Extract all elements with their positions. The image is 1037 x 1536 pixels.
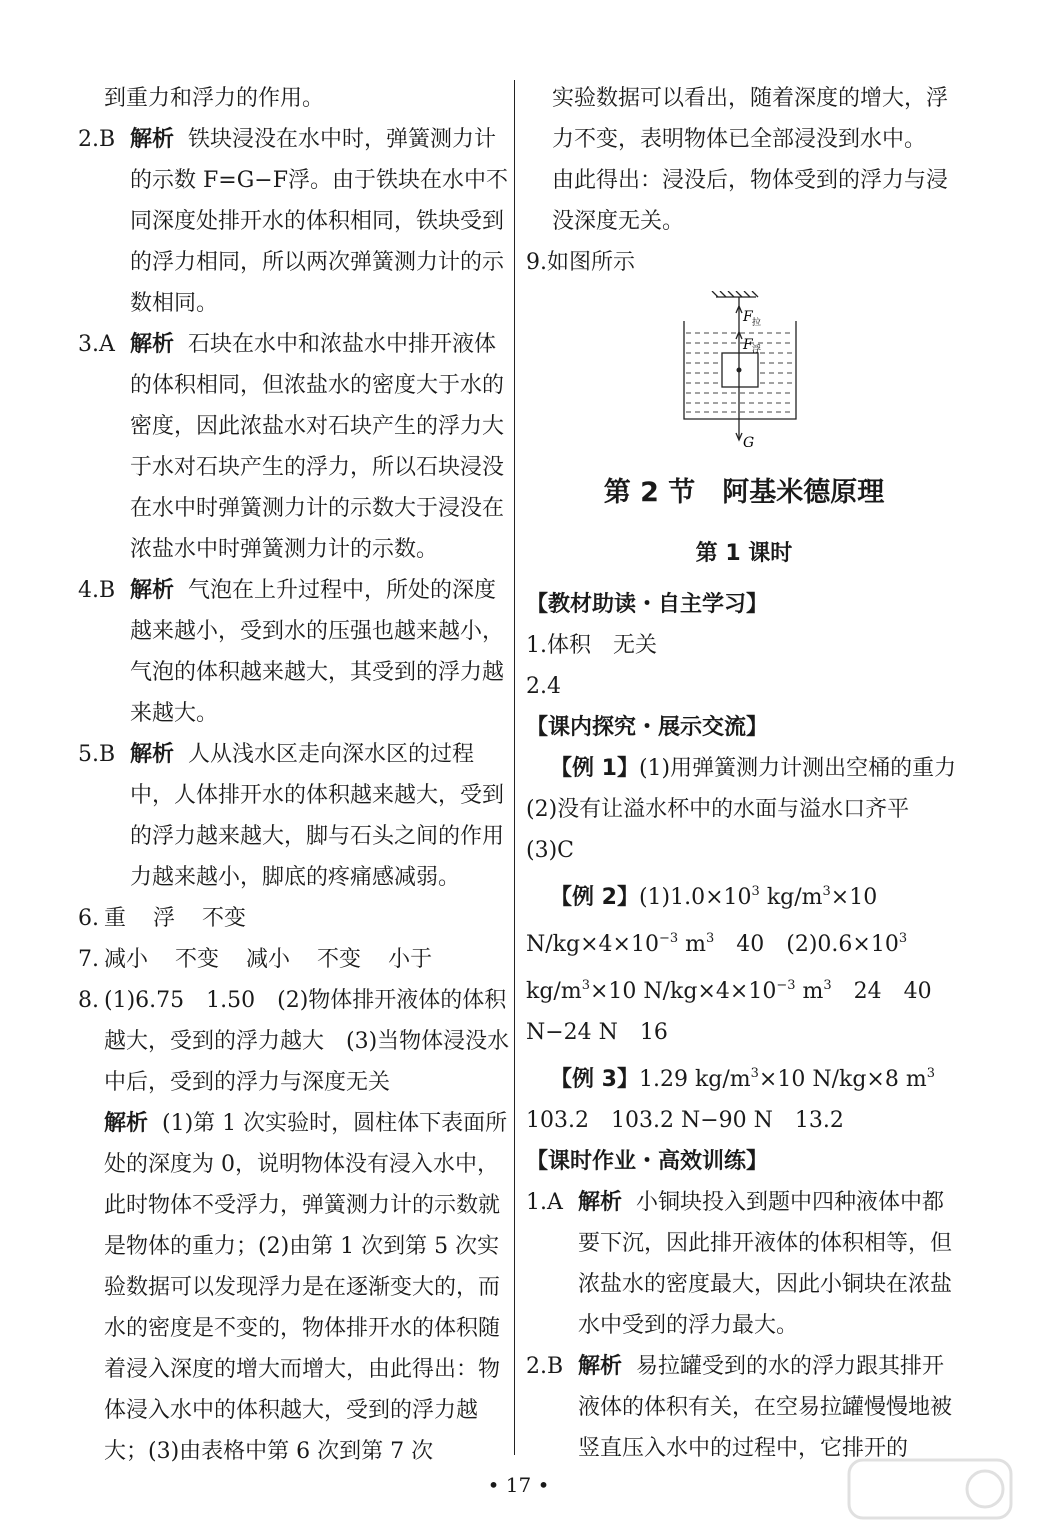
analysis-text: 人从浅水区走向深水区的过程中，人体排开水的体积越来越大，受到的浮力越来越大，脚与石头之间的作用力越来越小，脚底的疼痛感减弱。 — [130, 742, 505, 890]
buoyancy-label: F — [743, 337, 753, 353]
ceiling-hatch — [728, 291, 734, 297]
ceiling-hatch — [744, 291, 750, 297]
center-point — [737, 368, 742, 373]
force-diagram — [526, 283, 962, 451]
section-title: 第 2 节 阿基米德原理 — [603, 477, 885, 508]
example-tag: 【例 1】 — [550, 756, 639, 781]
answer-blank: 不变 — [317, 947, 362, 972]
analysis-tag: 解析 — [130, 332, 175, 357]
continued-text: 到重力和浮力的作用。 — [104, 86, 325, 111]
example-tag: 【例 2】 — [550, 885, 639, 910]
heading-homework: 【课时作业・高效训练】 — [526, 1149, 769, 1174]
item-number: 6. — [78, 906, 99, 931]
answer-line: 2.4 — [526, 674, 561, 699]
item-number: 2.B — [526, 1354, 564, 1379]
answer-item — [526, 1346, 962, 1469]
analysis-tag: 解析 — [130, 127, 175, 152]
analysis-text: (1)第 1 次实验时，圆柱体下表面所处的深度为 0，说明物体没有浸入水中，此时物体不受浮力，弹簧测力计的示数就是物体的重力；(2)由第 1 次到第 5 次实验数据可以发现浮力是在逐渐变大的，而水的密度是不变的，物体排开水的体积随着浸入深度的增大而增大，由此得出：物体浸入水中的体积越大，受到的浮力越大；(3)由表格中第 6 次到第 7 次 — [104, 1111, 508, 1464]
watermark-logo — [845, 1454, 1015, 1524]
heading-self-study: 【教材助读・自主学习】 — [526, 592, 769, 617]
analysis-text: 易拉罐受到的水的浮力跟其排开液体的体积有关，在空易拉罐慢慢地被竖直压入水中的过程中，它排开的 — [578, 1354, 953, 1461]
answer-item — [78, 119, 510, 324]
analysis-text: 气泡在上升过程中，所处的深度越来越小，受到水的压强也越来越小，气泡的体积越来越大，其受到的浮力越来越大。 — [130, 578, 505, 726]
item-number: 8. — [78, 988, 99, 1013]
item-number: 5.B — [78, 742, 116, 767]
analysis-text: 石块在水中和浓盐水中排开液体的体积相同，但浓盐水的密度大于水的密度，因此浓盐水对石块产生的浮力大于水对石块产生的浮力，所以石块浸没在水中时弹簧测力计的示数大于浸没在浓盐水中时弹簧测力计的示数。 — [130, 332, 505, 562]
right-column — [526, 78, 979, 1469]
item-number: 2.B — [78, 127, 116, 152]
gravity-label: G — [743, 435, 755, 451]
item-number: 4.B — [78, 578, 116, 603]
answer-blank: 小于 — [388, 947, 433, 972]
answer-blank: 减小 — [246, 947, 291, 972]
item-number: 1.A — [526, 1190, 563, 1215]
answer-text: (1)6.75 1.50 (2)物体排开液体的体积越大，受到的浮力越大 (3)当物体浸没水中后，受到的浮力与深度无关 — [104, 988, 510, 1095]
answer-blank: 重 — [104, 906, 127, 931]
ceiling-hatch — [720, 291, 726, 297]
lesson-title: 第 1 课时 — [695, 541, 793, 566]
ceiling-hatch — [752, 291, 758, 297]
analysis-tag: 解析 — [578, 1354, 623, 1379]
answer-blank: 浮 — [153, 906, 176, 931]
pull-label: F — [743, 309, 753, 325]
column-divider — [514, 80, 515, 1455]
answer-item — [526, 1182, 962, 1346]
item-number: 7. — [78, 947, 99, 972]
answer-blank: 不变 — [202, 906, 247, 931]
force-diagram-svg — [676, 291, 816, 451]
answer-item — [78, 980, 510, 1472]
answer-item — [78, 898, 510, 939]
analysis-tag: 解析 — [104, 1111, 149, 1136]
continued-text: 实验数据可以看出，随着深度的增大，浮力不变，表明物体已全部浸没到水中。 — [552, 86, 949, 152]
pull-label-sub: 拉 — [752, 318, 762, 328]
answer-item — [78, 324, 510, 570]
ceiling-hatch — [736, 291, 742, 297]
item-number: 3.A — [78, 332, 115, 357]
left-column — [78, 78, 510, 1472]
example-2: 【例 2】$(1)1.0\times 10^3$ $kg/m^3\times 10$ $N/kg\times 4\times 10^{-3}$ $m^3$ 40 $(2)0.6\times 10^3$ $kg/m^3\times 10$ $N/kg\times 4\times 10^{-3}$ $m^3$ 24 40 N−24 N 16 — [526, 884, 932, 1045]
page-number: • 17 • — [487, 1473, 550, 1497]
analysis-tag: 解析 — [130, 742, 175, 767]
buoyancy-label-sub: 浮 — [752, 345, 762, 355]
conclusion-text: 由此得出：浸没后，物体受到的浮力与浸没深度无关。 — [552, 168, 949, 234]
example-tag: 【例 3】 — [550, 1067, 639, 1092]
answer-blank: 减小 — [104, 947, 149, 972]
answer-item — [78, 939, 510, 980]
answer-item — [78, 734, 510, 898]
answer-blank: 不变 — [175, 947, 220, 972]
example-1 — [526, 748, 979, 871]
analysis-text: 铁块浸没在水中时，弹簧测力计的示数 F=G−F浮。由于铁块在水中不同深度处排开水的体积相同，铁块受到的浮力相同，所以两次弹簧测力计的示数相同。 — [130, 127, 508, 316]
item-9: 9.如图所示 — [526, 250, 635, 275]
answer-line: 1.体积 无关 — [526, 633, 657, 658]
heading-inquiry: 【课内探究・展示交流】 — [526, 715, 769, 740]
analysis-text: 小铜块投入到题中四种液体中都要下沉，因此排开液体的体积相等，但浓盐水的密度最大，因此小铜块在浓盐水中受到的浮力最大。 — [578, 1190, 953, 1338]
answer-item — [78, 570, 510, 734]
analysis-tag: 解析 — [130, 578, 175, 603]
example-text: (1)用弹簧测力计测出空桶的重力 (2)没有让溢水杯中的水面与溢水口齐平 (3)C — [526, 756, 979, 863]
example-3: 【例 3】1.29 $kg/m^3\times 10$ N/kg×8 $m^3$ — [550, 1066, 935, 1092]
example-3-result: 103.2 103.2 N−90 N 13.2 — [526, 1108, 844, 1133]
analysis-tag: 解析 — [578, 1190, 623, 1215]
ceiling-hatch — [712, 291, 718, 297]
